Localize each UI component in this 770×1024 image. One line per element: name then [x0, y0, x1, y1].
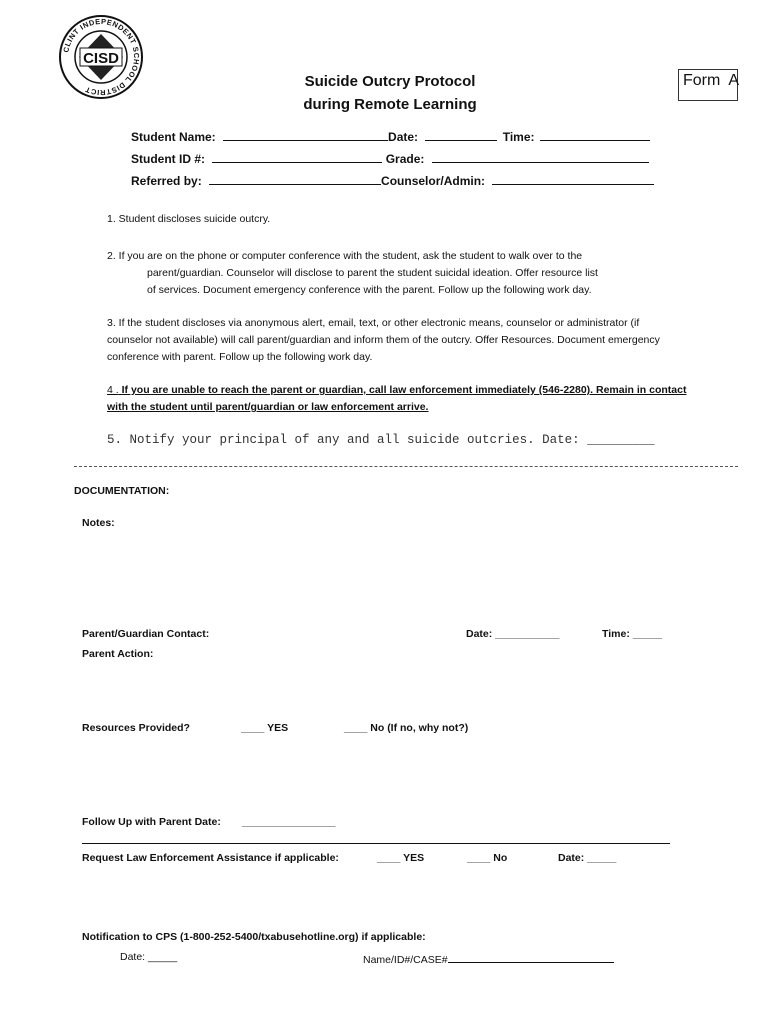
law-yes-option[interactable]: ____ YES	[377, 852, 425, 864]
law-date-field[interactable]: Date: _____	[558, 852, 617, 864]
notes-label: Notes:	[82, 517, 115, 529]
counselor-label: Counselor/Admin:	[381, 174, 486, 188]
parent-time-field[interactable]: Time: _____	[602, 628, 662, 640]
parent-action-label: Parent Action:	[82, 648, 154, 660]
resources-label: Resources Provided?	[82, 722, 190, 734]
time-label: Time:	[502, 130, 535, 144]
date-field[interactable]	[425, 129, 497, 141]
title-line-1: Suicide Outcry Protocol	[304, 73, 476, 90]
follow-up-date-field[interactable]: ________________	[242, 816, 336, 828]
step-4-line-2: with the student until parent/guardian or law enforcement arrive.	[107, 401, 429, 413]
time-field[interactable]	[540, 129, 650, 141]
cps-case-row	[363, 951, 614, 966]
step-2-line-3: of services. Document emergency conference with the parent. Follow up the following work day.	[147, 284, 592, 296]
step-2-line-2: parent/guardian. Counselor will disclose to parent the student suicidal ideation. Offer resource list	[147, 267, 598, 279]
step-3-line-2: counselor not available) will call parent/guardian and inform them of the outcry. Offer Resources. Document emergency	[107, 334, 660, 346]
referred-row	[131, 173, 654, 188]
law-enforcement-label: Request Law Enforcement Assistance if applicable:	[82, 852, 339, 864]
counselor-field[interactable]	[492, 173, 654, 185]
step-2-line-1: 2. If you are on the phone or computer conference with the student, ask the student to walk over to the	[107, 250, 583, 262]
step-4-line-1: If you are unable to reach the parent or guardian, call law enforcement immediately (546-2280). Remain in contact	[121, 384, 687, 396]
district-logo	[58, 14, 144, 100]
title-line-2: during Remote Learning	[303, 96, 477, 113]
student-id-label: Student ID #:	[131, 152, 205, 166]
grade-label: Grade:	[385, 152, 425, 166]
cps-case-label: Name/ID#/CASE#	[363, 954, 448, 966]
documentation-heading: DOCUMENTATION:	[74, 485, 170, 497]
step-4-number: 4 .	[107, 384, 119, 396]
student-name-field[interactable]	[223, 129, 388, 141]
resources-yes-option[interactable]: ____ YES	[241, 722, 289, 734]
cps-label: Notification to CPS (1-800-252-5400/txabusehotline.org) if applicable:	[82, 931, 426, 943]
student-id-field[interactable]	[212, 151, 382, 163]
cps-case-field[interactable]	[448, 951, 614, 963]
page-title	[260, 70, 520, 116]
logo-initials: CISD	[83, 50, 119, 67]
resources-no-option[interactable]: ____ No (If no, why not?)	[344, 722, 469, 734]
cps-date-field[interactable]: Date: _____	[120, 951, 178, 963]
student-name-row	[131, 129, 650, 144]
grade-field[interactable]	[432, 151, 649, 163]
step-3-line-3: conference with parent. Follow up the following work day.	[107, 351, 373, 363]
date-label: Date:	[388, 130, 419, 144]
step-2	[107, 248, 667, 299]
form-label-box: Form A	[678, 69, 738, 101]
referred-label: Referred by:	[131, 174, 202, 188]
step-5: 5. Notify your principal of any and all suicide outcries. Date: _________	[107, 433, 655, 447]
parent-date-field[interactable]: Date: ___________	[466, 628, 560, 640]
student-id-row	[131, 151, 649, 166]
follow-up-divider	[82, 843, 670, 844]
step-1: 1. Student discloses suicide outcry.	[107, 213, 271, 225]
parent-contact-label: Parent/Guardian Contact:	[82, 628, 210, 640]
follow-up-label: Follow Up with Parent Date:	[82, 816, 221, 828]
step-3-line-1: 3. If the student discloses via anonymous alert, email, text, or other electronic means, counselor or administrator (if	[107, 317, 640, 329]
step-4	[107, 382, 732, 416]
referred-field[interactable]	[209, 173, 381, 185]
section-divider	[74, 466, 738, 467]
step-3	[107, 315, 742, 366]
student-name-label: Student Name:	[131, 130, 216, 144]
logo-ring-text: CLINT INDEPENDENT SCHOOL DISTRICT	[61, 16, 142, 98]
law-no-option[interactable]: ____ No	[467, 852, 508, 864]
